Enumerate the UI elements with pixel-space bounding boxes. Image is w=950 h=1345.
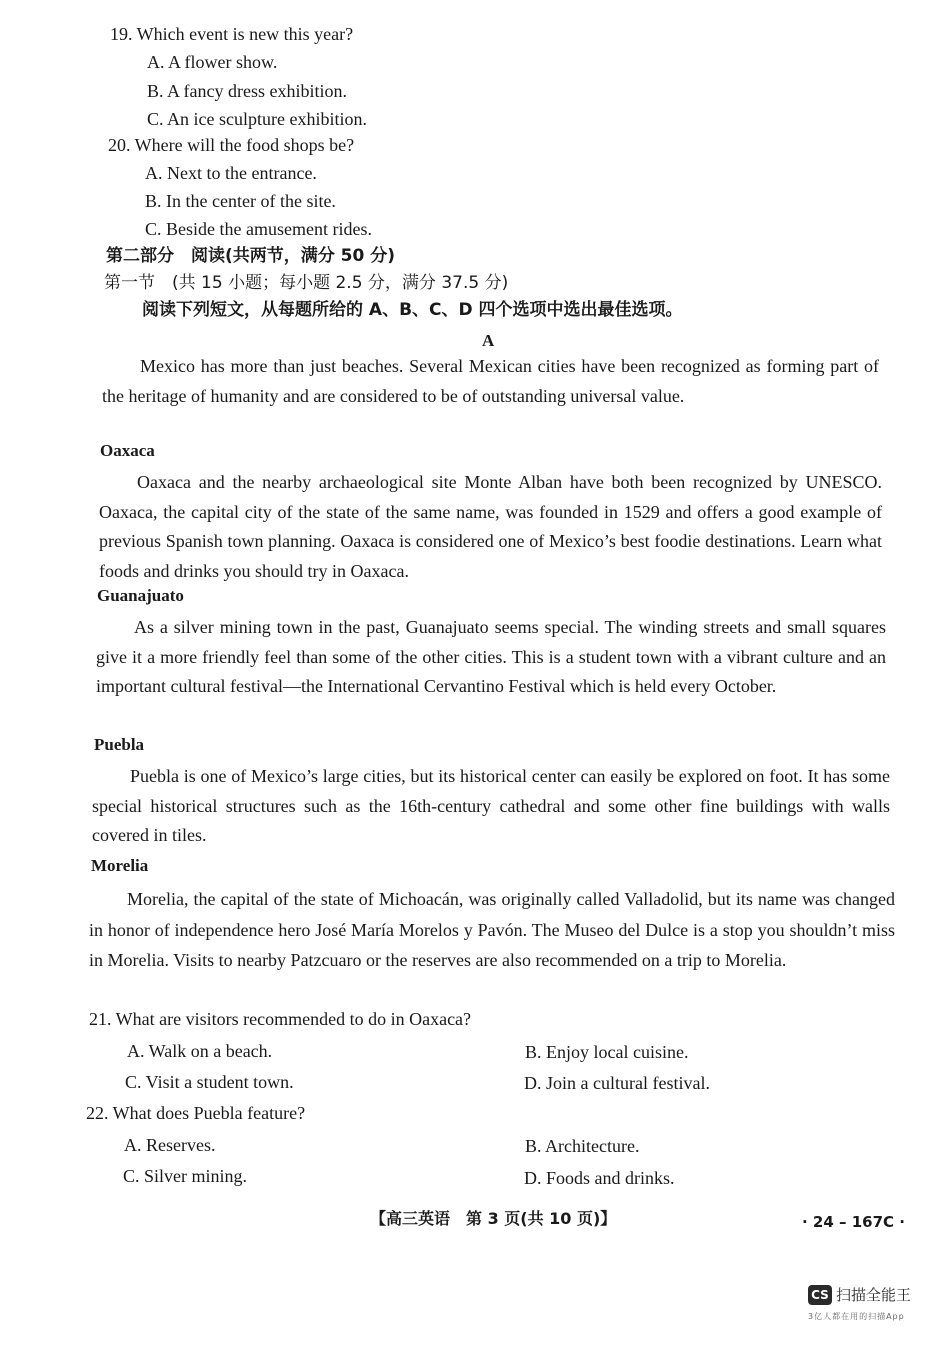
oaxaca-paragraph [99, 468, 882, 586]
guanajuato-heading: Guanajuato [97, 586, 184, 605]
q21-option-a: A. Walk on a beach. [127, 1041, 273, 1061]
guanajuato-paragraph [96, 613, 886, 702]
q19-option-b: B. A fancy dress exhibition. [147, 81, 347, 101]
puebla-paragraph [92, 762, 890, 851]
q22-option-c: C. Silver mining. [123, 1166, 248, 1186]
q20-option-b: B. In the center of the site. [145, 191, 336, 211]
q22-option-b: B. Architecture. [525, 1136, 640, 1156]
q22-stem: 22. What does Puebla feature? [86, 1103, 306, 1123]
q20-option-a: A. Next to the entrance. [145, 163, 317, 183]
exam-code: · 24 – 167C · [802, 1213, 905, 1231]
camscanner-logo-icon: CS [808, 1285, 832, 1305]
page-footer: 【高三英语 第 3 页(共 10 页)】 [370, 1209, 617, 1228]
oaxaca-heading: Oaxaca [100, 441, 155, 460]
puebla-text: Puebla is one of Mexico’s large cities, but its historical center can easily be explored on foot. It has some special historical structures such as the 16th-century cathedral and some other fine buildings with walls covered in tiles. [92, 766, 890, 845]
camscanner-name: 扫描全能王 [836, 1286, 912, 1304]
q20-stem: 20. Where will the food shops be? [108, 135, 355, 155]
passage-label: A [482, 331, 495, 350]
intro-text: Mexico has more than just beaches. Several Mexican cities have been recognized as forming part of the heritage of humanity and are considered to be of outstanding universal value. [102, 356, 879, 406]
q19-option-c: C. An ice sculpture exhibition. [147, 109, 367, 129]
q22-option-d: D. Foods and drinks. [524, 1168, 675, 1188]
camscanner-tagline: 3亿人都在用的扫描App [808, 1312, 905, 1321]
puebla-heading: Puebla [94, 735, 145, 754]
reading-instruction: 阅读下列短文，从每题所给的 A、B、C、D 四个选项中选出最佳选项。 [142, 300, 683, 320]
part2-title: 第二部分 阅读(共两节，满分 50 分) [106, 246, 396, 266]
oaxaca-text: Oaxaca and the nearby archaeological site Monte Alban have both been recognized by UNESCO. Oaxaca, the capital city of the state of the same name, was founded in 1529 and offers a good example of previous Spanish town planning. Oaxaca is considered one of Mexico’s best foodie destinations. Learn what foods and drinks you should try in Oaxaca. [99, 472, 882, 581]
q22-option-a: A. Reserves. [124, 1135, 216, 1155]
section1-title: 第一节 (共 15 小题；每小题 2.5 分，满分 37.5 分) [104, 273, 509, 293]
morelia-heading: Morelia [91, 856, 149, 875]
guanajuato-text: As a silver mining town in the past, Guanajuato seems special. The winding streets and small squares give it a more friendly feel than some of the other cities. This is a student town with a vibrant culture and an important cultural festival—the International Cervantino Festival which is held every October. [96, 617, 886, 696]
q19-stem: 19. Which event is new this year? [110, 24, 354, 44]
q21-option-b: B. Enjoy local cuisine. [525, 1042, 689, 1062]
morelia-paragraph [89, 884, 895, 976]
q21-stem: 21. What are visitors recommended to do in Oaxaca? [89, 1009, 472, 1029]
q20-option-c: C. Beside the amusement rides. [145, 219, 372, 239]
morelia-text: Morelia, the capital of the state of Michoacán, was originally called Valladolid, but its name was changed in honor of independence hero José María Morelos y Pavón. The Museo del Dulce is a stop you shouldn’t miss in Morelia. Visits to nearby Patzcuaro or the reserves are also recommended on a trip to Morelia. [89, 889, 895, 970]
q19-option-a: A. A flower show. [147, 52, 278, 72]
q21-option-c: C. Visit a student town. [125, 1072, 294, 1092]
q21-option-d: D. Join a cultural festival. [524, 1073, 710, 1093]
intro-paragraph [102, 352, 879, 411]
